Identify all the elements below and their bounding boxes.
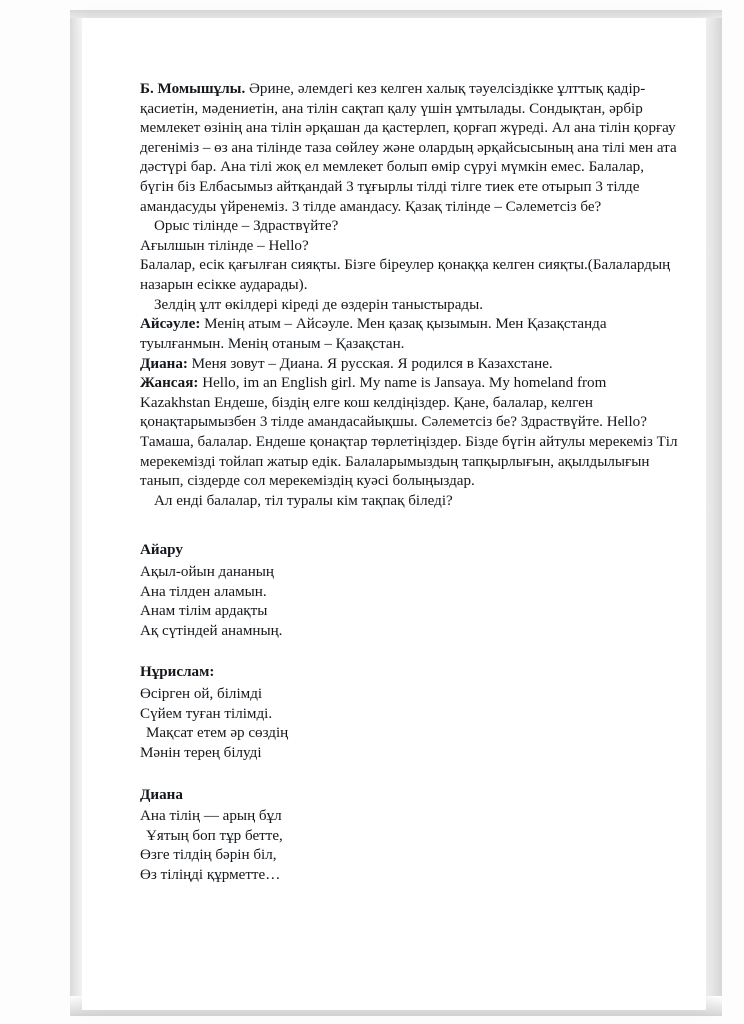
paragraph-zhansaya xyxy=(140,374,680,433)
poem-title: Айару xyxy=(140,542,183,559)
poem-line: Ақыл-ойын дананың xyxy=(140,564,275,581)
poem-title: Диана xyxy=(140,786,183,803)
speaker-name: Диана: xyxy=(140,355,188,372)
paragraph-text: Менің атым – Айсәуле. Мен қазақ қызымын. Мен Қазақстанда туылғанмын. Менің отаным – Қазақстан. xyxy=(140,316,607,352)
poem-nurislam xyxy=(140,663,680,763)
poem-line: Сүйем туған тілімді. xyxy=(140,705,273,722)
paragraph-reps-enter xyxy=(140,296,680,316)
poem-title: Нұрислам: xyxy=(140,664,215,681)
poem-line: Анам тілім ардақты xyxy=(140,603,268,620)
speaker-name: Айсәуле: xyxy=(140,316,201,333)
poem-line: Ақ сүтіндей анамның. xyxy=(140,622,283,639)
spacer xyxy=(140,511,680,541)
poem-aiaru xyxy=(140,541,680,641)
paragraph-celebration xyxy=(140,433,680,492)
paragraph-text: Меня зовут – Диана. Я русская. Я родился в Казахстане. xyxy=(187,355,553,372)
poem-line: Ана тілің — арың бұл xyxy=(140,808,282,825)
paragraph-text: Ағылшын тілінде – Hello? xyxy=(140,237,309,254)
document-body xyxy=(140,80,680,886)
paragraph-text: Тамаша, балалар. Ендеше қонақтар төрлетіңіздер. Бізде бүгін айтулы мерекеміз Тіл мерекемізді тойлап жатыр едік. Балаларымыздың тапқырлығын, ақылдылығын танып, сіздерде сол мерекеміздің куәсі болыңыздар. xyxy=(140,433,678,490)
spacer xyxy=(140,764,680,786)
poem-line: Ұятың боп тұр бетте, xyxy=(146,827,283,844)
speaker-name: Жансая: xyxy=(140,375,199,392)
poem-diana xyxy=(140,786,680,886)
poem-line: Мәнін терең білуді xyxy=(140,744,262,761)
paragraph-diana-intro xyxy=(140,355,680,375)
spacer xyxy=(140,641,680,663)
paragraph-question xyxy=(140,492,680,512)
paragraph-aisaule xyxy=(140,315,680,354)
paragraph-russian-greeting xyxy=(140,217,680,237)
paragraph-door-knock xyxy=(140,256,680,295)
paragraph-text: Әрине, әлемдегі кез келген халық тәуелсіздікке ұлттық қадір-қасиетін, мәдениетін, ана тілін сақтап қалу үшін ұмтылады. Сондықтан, әрбір мемлекет өзінің ана тілін әрқашан да қастерлеп, қорғап жүреді. Ал ана тілін қорғау дегеніміз – өз ана тілінде таза сөйлеу және олардың әрқайсысының ана тілі мен ата дәстүрі бар. Ана тілі жоқ ел мемлекет болып өмір сүруі мүмкін емес. Балалар, бүгін біз Елбасымыз айтқандай 3 тұғырлы тілді тілге тиек ете отырып 3 тілде амандасуды үйренеміз. 3 тілде амандасу. Қазақ тілінде – Сәлеметсіз бе? xyxy=(140,81,677,215)
paragraph-text: Зелдің ұлт өкілдері кіреді де өздерін таныстырады. xyxy=(154,296,484,313)
paragraph-text: Ал енді балалар, тіл туралы кім тақпақ біледі? xyxy=(154,492,453,509)
poem-line: Өзге тілдің бәрін біл, xyxy=(140,847,277,864)
paragraph-text: Балалар, есік қағылған сияқты. Бізге біреулер қонаққа келген сияқты.(Балалардың назарын есікке аударады). xyxy=(140,257,671,294)
paragraph-english-greeting xyxy=(140,237,680,257)
paragraph-text: Hello, im an English girl. My name is Jansaya. My homeland from Kazakhstan Ендеше, біздің елге кош келдіңіздер. Қане, балалар, келген қонақтарымызбен 3 тілде амандасайықшы. Сәлеметсіз бе? Здраствүйте. Hello? xyxy=(140,375,647,431)
paragraph-lead: Б. Момышұлы. xyxy=(140,81,246,97)
poem-line: Өсірген ой, білімді xyxy=(140,686,263,703)
poem-line: Ана тілден аламын. xyxy=(140,583,267,600)
paragraph-intro xyxy=(140,80,680,217)
poem-line: Өз тіліңді құрметте… xyxy=(140,866,281,883)
paragraph-text: Орыс тілінде – Здраствүйте? xyxy=(154,218,339,235)
poem-line: Мақсат етем әр сөздің xyxy=(146,725,289,742)
